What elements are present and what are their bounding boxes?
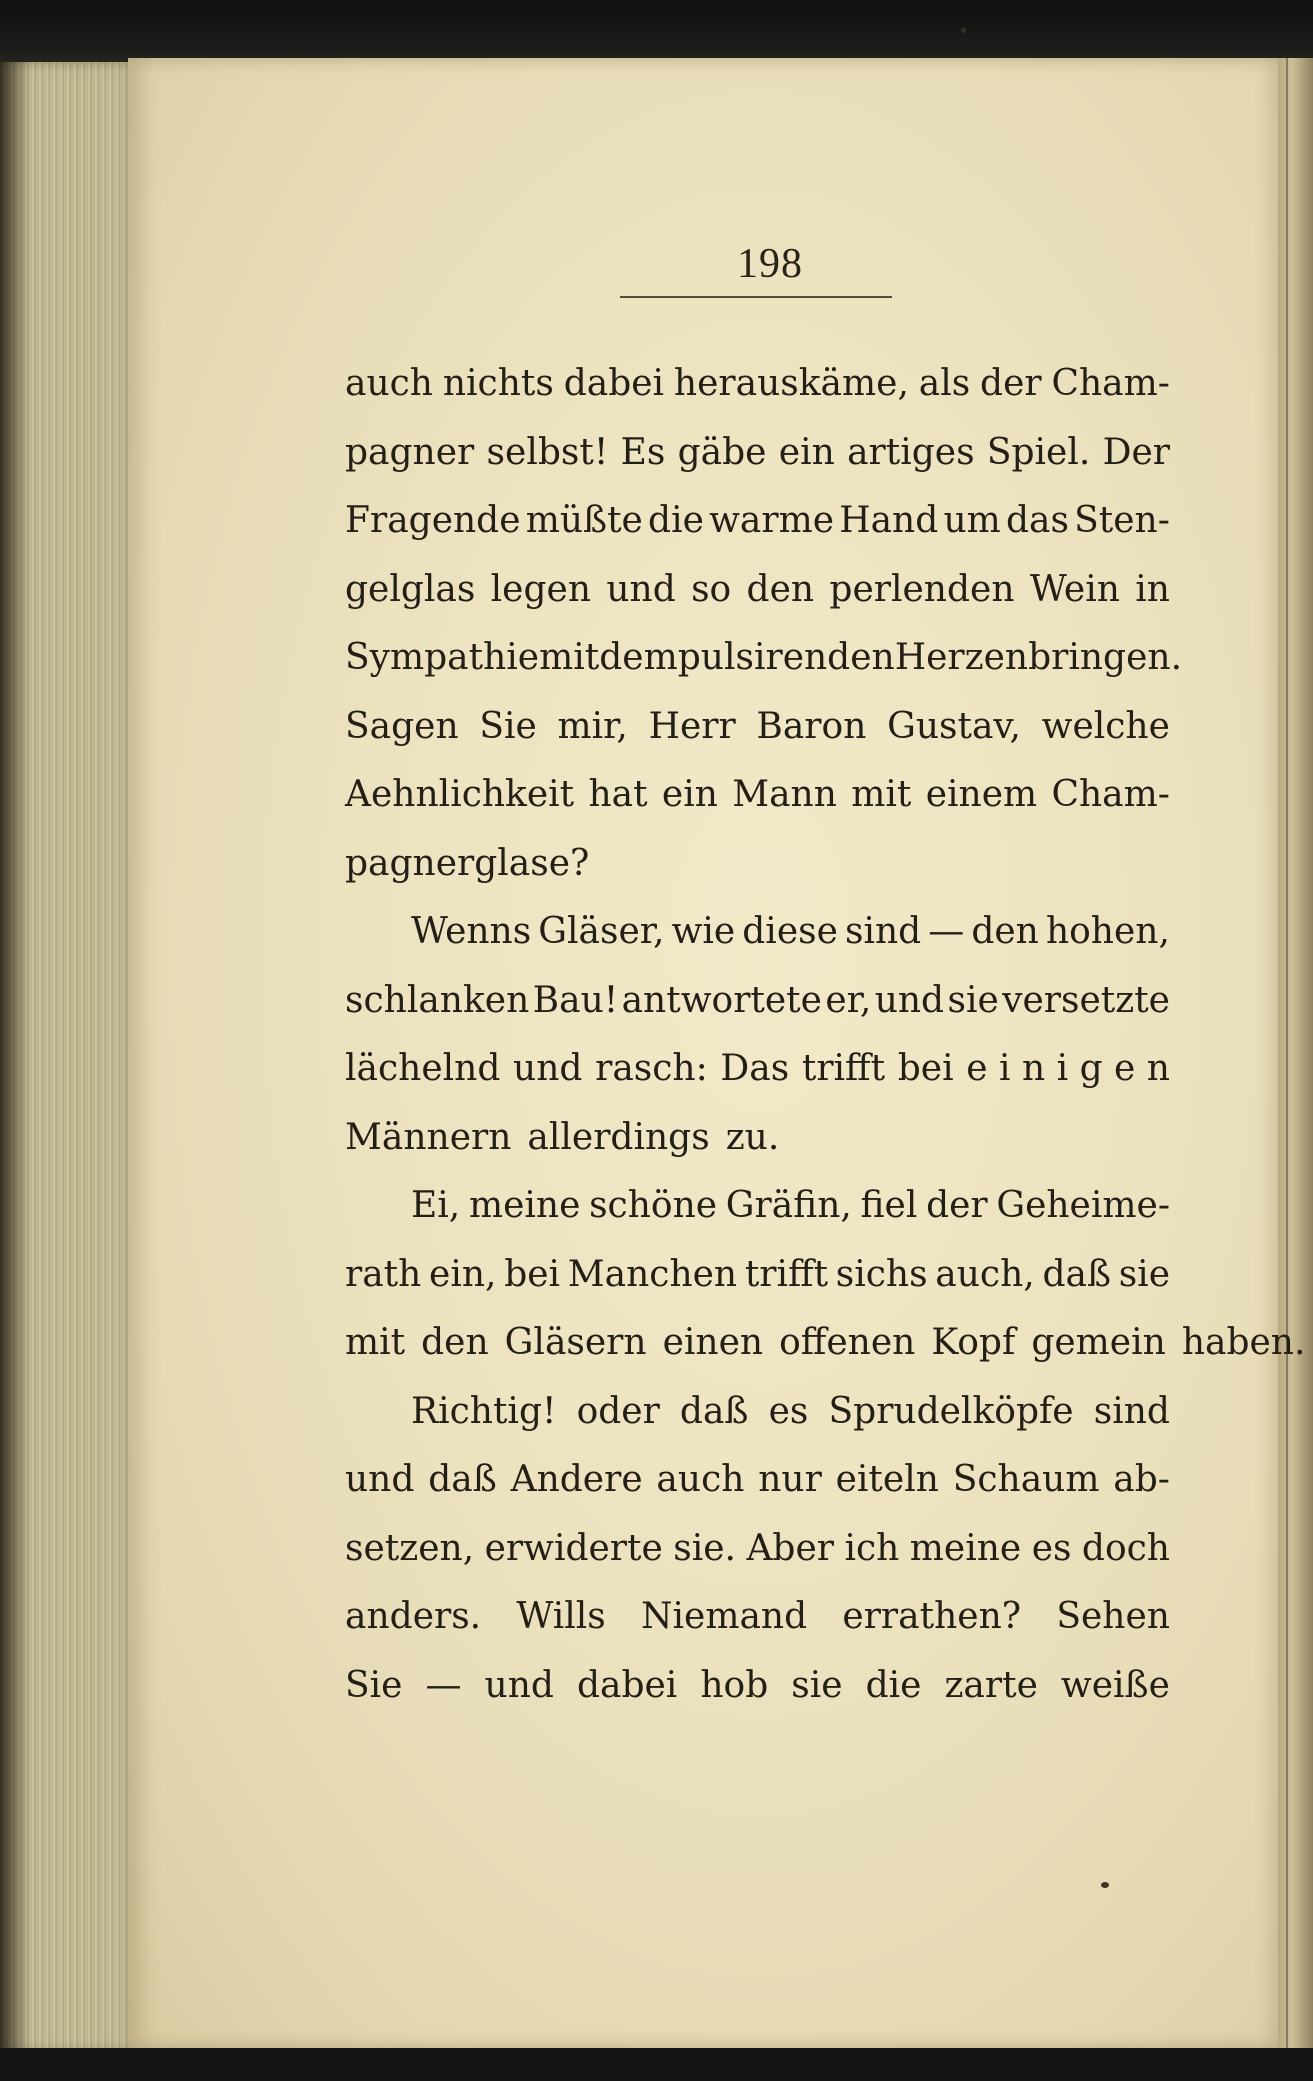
text-line [345,1446,1170,1515]
word: perlenden [829,568,1015,610]
word: einen [662,1322,764,1363]
word: Sie [345,1664,403,1706]
text-line [345,624,1183,693]
word: haben. [1181,1322,1306,1363]
word: e i n i g e n [966,1048,1170,1089]
text-line [345,830,1170,899]
ink-speck [1101,1882,1109,1888]
word: ab- [1113,1459,1170,1500]
word: Gläser, [538,911,665,952]
word: Das [720,1048,790,1089]
word: dabei [563,363,665,404]
word: hat [588,774,648,815]
text-line [345,761,1170,830]
word: sie [791,1664,843,1706]
word: Sehen [1056,1596,1170,1637]
text-line [345,1652,1170,1721]
word: Wills [516,1596,606,1637]
word: mit [539,637,600,678]
page-number: 198 [737,241,803,287]
word: Sie [479,705,537,747]
text-line [345,1515,1170,1584]
word: nur [758,1459,822,1500]
word: fiel [860,1185,918,1226]
word: trifft [744,1253,829,1295]
word: Männern [345,1116,512,1158]
word: zarte [944,1664,1038,1706]
word: rasch: [595,1048,708,1089]
word: den [421,1322,489,1363]
word: es [768,1390,809,1432]
word: sind [844,911,922,952]
word: — [928,911,965,952]
word: pagner [345,431,475,473]
word: Fragende [345,500,521,541]
word: und [874,979,945,1021]
word: in [1135,568,1170,610]
word: pulsirenden [677,637,895,678]
word: gemein [1031,1322,1166,1363]
word: rath [345,1253,422,1295]
word: diese [742,911,838,952]
word: antwortete [621,979,822,1021]
word: eiteln [835,1459,939,1500]
word: legen [490,568,592,610]
word: Aehnlichkeit [345,774,575,815]
text-line [345,967,1170,1036]
word: Baron [756,705,867,747]
word: sie [1118,1253,1170,1295]
word: Bau! [532,979,619,1021]
word: und [513,1048,583,1089]
text-line [345,419,1170,488]
text-line [345,487,1170,556]
word: Herr [648,705,736,747]
word: Wein [1029,568,1120,610]
word: Geheime- [996,1185,1170,1226]
text-line [345,1378,1170,1447]
word: mit [851,774,912,815]
word: Cham- [1051,363,1170,404]
word: allerdings [527,1116,710,1158]
word: artiges [847,431,975,473]
word: anders. [345,1596,482,1637]
word: der [980,363,1042,404]
word: Sagen [345,705,459,747]
word: nichts [442,363,554,404]
word: Gläsern [504,1322,647,1363]
word: Es [620,431,666,473]
word: Niemand [641,1596,808,1637]
word: errathen? [842,1596,1022,1637]
text-line [345,1172,1170,1241]
text-line [345,898,1170,967]
word: — [425,1664,462,1706]
word: der [926,1185,988,1226]
word: hohen, [1045,911,1170,952]
word: daß [1042,1253,1111,1295]
word: als [918,363,971,404]
word: wie [671,911,736,952]
word: hob [700,1664,769,1706]
text-line [345,1241,1170,1310]
word: dem [599,637,678,678]
word: sie [947,979,999,1021]
word: versetzte [1002,979,1170,1021]
word: selbst! [486,431,609,473]
word: mit [345,1322,406,1363]
ink-speck [961,28,966,33]
word: es [1031,1527,1072,1569]
word: oder [576,1390,660,1432]
word: Schaum [952,1459,1100,1500]
word: auch, [935,1253,1035,1295]
word: Kopf [931,1322,1016,1363]
word: daß [428,1459,497,1500]
word: setzen, [345,1527,475,1569]
body-text [345,350,1306,1720]
word: bei [504,1253,561,1295]
word: Sympathie [345,637,540,678]
word: pagnerglase? [345,842,590,884]
word: Manchen [567,1253,738,1295]
word: welche [1041,705,1170,747]
word: ein [661,774,718,815]
word: lächelnd [345,1048,501,1089]
text-line [345,1309,1306,1378]
word: Cham- [1051,774,1170,815]
word: Mann [732,774,837,815]
word: warme [709,500,835,541]
word: einem [925,774,1038,815]
text-line [345,1104,1170,1173]
page-block-shadow [0,62,30,2052]
word: Ei, [411,1185,461,1226]
text-line [345,556,1170,625]
word: sind [1093,1390,1170,1432]
word: ein [778,431,835,473]
facing-leaf-edge [1278,58,1313,2048]
word: meine [909,1527,1022,1569]
word: Herzen [894,637,1029,678]
word: auch [345,363,433,404]
word: Spiel. [986,431,1091,473]
word: Andere [510,1459,643,1500]
word: gelglas [345,568,476,610]
word: und [345,1459,415,1500]
word: den [971,911,1039,952]
text-line [345,1583,1170,1652]
word: um [943,500,1001,541]
word: und [606,568,676,610]
word: trifft [801,1048,886,1089]
word: Gräfin, [725,1185,852,1226]
word: dabei [576,1664,678,1706]
word: Gustav, [887,705,1021,747]
word: bringen. [1028,637,1183,678]
word: er, [825,979,872,1021]
word: ein, [429,1253,497,1295]
word: schlanken [345,979,530,1021]
word: herauskäme, [673,363,909,404]
word: doch [1081,1527,1170,1569]
word: bei [897,1048,954,1089]
word: mir, [557,705,628,747]
text-line [345,1035,1170,1104]
word: meine [468,1185,581,1226]
word: weiße [1060,1664,1170,1706]
word: so [691,568,732,610]
word: die [648,500,704,541]
word: müßte [525,500,643,541]
word: das [1005,500,1069,541]
word: Sprudelköpfe [828,1390,1074,1432]
word: schöne [589,1185,718,1226]
header-rule [620,296,892,298]
word: und [484,1664,554,1706]
word: erwiderte [484,1527,663,1569]
word: gäbe [677,431,767,473]
word: Der [1102,431,1170,473]
word: offenen [779,1322,916,1363]
word: daß [679,1390,749,1432]
word: sie. [673,1527,736,1569]
word: zu. [725,1116,780,1158]
word: den [746,568,815,610]
word: Sten- [1074,500,1170,541]
leaf-fold-line [1286,58,1288,2048]
text-line [345,693,1170,762]
text-line [345,350,1170,419]
word: Wenns [411,911,532,952]
word: die [865,1664,922,1706]
bottom-edge [0,2048,1313,2081]
word: ich [844,1527,900,1569]
word: Aber [746,1527,834,1569]
word: Hand [839,500,939,541]
word: auch [656,1459,745,1500]
word: Richtig! [411,1390,557,1432]
word: sichs [835,1253,928,1295]
